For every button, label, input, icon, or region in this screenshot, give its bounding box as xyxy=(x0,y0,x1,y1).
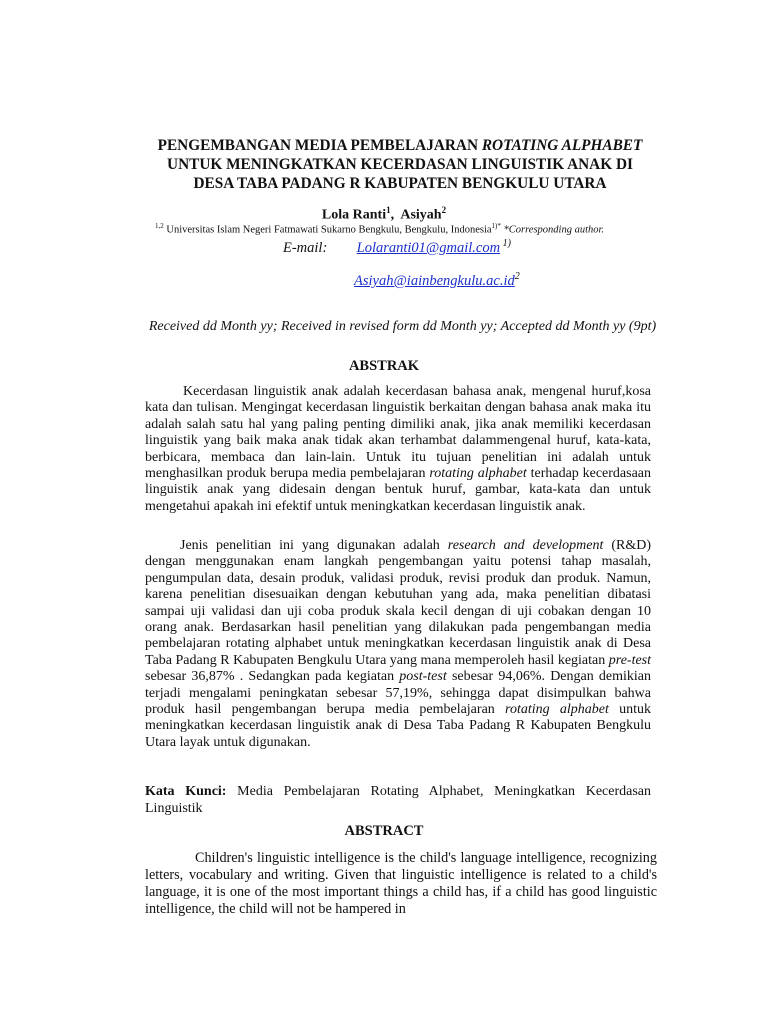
abstrak-p1-italic: rotating alphabet xyxy=(429,466,527,482)
abstract-paragraph-1: Children's linguistic intelligence is the child's language intelligence, recognizing letters, vocabulary and writing. Given that linguistic intelligence is related to a child's language, it is one of the most important things a child has, if a child has good linguistic intelligence, the child will not be hampered in xyxy=(145,850,657,917)
abstrak-p2-italic-3: post-test xyxy=(399,669,447,685)
abstrak-p2-a: Jenis penelitian ini yang digunakan adalah xyxy=(180,538,440,553)
keywords-label: Kata Kunci: xyxy=(145,784,227,799)
abstrak-p1-text: Kecerdasan linguistik anak adalah kecerdasan bahasa anak, mengenal huruf,kosa kata dan tulisan. Mengingat kecerdasan linguistik berkaitan dengan bahasa anak maka itu adalah salah satu hal yang paling penting dimiliki anak, jika anak memiliki kecerdasan linguistik yang baik maka anak tidak akan terhambat dalammengenal huruf, kata-kata, berbicara, membaca dan lain-lain. Untuk itu tujuan penelitian ini adalah untuk menghasilkan produk berupa media pembelajaran xyxy=(145,384,651,482)
affiliation xyxy=(155,222,604,236)
abstrak-p2-italic-4: rotating alphabet xyxy=(505,702,609,718)
email-1-sup: 1) xyxy=(500,238,511,249)
received-dates: Received dd Month yy; Received in revised form dd Month yy; Accepted dd Month yy (9pt) xyxy=(148,319,657,334)
email-label: E-mail: xyxy=(283,239,328,256)
affiliation-text: Universitas Islam Negeri Fatmawati Sukarno Bengkulu, Bengkulu, Indonesia xyxy=(166,224,492,236)
abstrak-paragraph-2 xyxy=(145,538,651,751)
keywords xyxy=(145,783,651,817)
abstrak-p2-italic-1: research and development xyxy=(447,538,604,553)
keywords-text: Media Pembelajaran Rotating Alphabet, Meningkatkan Kecerdasan Linguistik xyxy=(145,784,651,816)
author-separator: , xyxy=(390,207,401,223)
abstrak-heading: ABSTRAK xyxy=(348,358,420,374)
email-row-1 xyxy=(283,238,511,257)
paper-title xyxy=(100,136,700,193)
title-line-1-text: PENGEMBANGAN MEDIA PEMBELAJARAN xyxy=(157,137,482,154)
abstrak-paragraph-1 xyxy=(145,384,651,515)
abstrak-p2-italic-2: pre-test xyxy=(608,652,652,668)
affiliation-sup: 1,2 xyxy=(155,222,164,230)
corresponding-author-note: *Corresponding author. xyxy=(503,224,605,236)
author-2: Asiyah xyxy=(400,207,442,223)
abstrak-p2-b: (R&D) dengan menggunakan enam langkah pengembangan yaitu potensi tahap masalah, pengumpulan data, desain produk, validasi produk, revisi produk dan produk. Namun, karena penelitian disesuaikan dengan kebutuhan yang ada, maka penelitian dibatasi sampai uji validasi dan uji coba produk skala kecil dengan di uji cobakan dengan 10 orang anak. Berdasarkan hasil penelitian yang dilakukan pada pengembangan media pembelajaran rotating alphabet untuk meningkatkan kecerdasan linguistik anak di Desa Taba Padang R Kabupaten Bengkulu Utara yang mana memperoleh hasil kegiatan xyxy=(145,538,651,668)
email-link-1[interactable]: Lolaranti01@gmail.com xyxy=(356,239,501,256)
abstract-heading: ABSTRACT xyxy=(344,823,424,839)
email-link-2[interactable]: Asiyah@iainbengkulu.ac.id xyxy=(354,272,515,289)
email-2-sup: 2 xyxy=(514,271,520,282)
abstrak-p2-e: untuk meningkatkan kecerdasan linguistik anak di Desa Taba Padang R Kabupaten Bengkulu Utara layak untuk digunakan. xyxy=(145,702,652,750)
author-1-sup: 1 xyxy=(386,205,391,215)
abstrak-p1-rest: terhadap kecerdasaan linguistik anak yang didesain dengan bentuk huruf, gambar, kata-kata dan untuk mengetahui apakah ini efektif untuk meningkatkan kecerdasan linguistik anak. xyxy=(145,466,652,514)
affiliation-sup2: 1)* xyxy=(491,222,501,230)
email-row-2 xyxy=(354,271,520,290)
title-line-1 xyxy=(100,136,700,155)
author-list xyxy=(0,205,768,224)
abstrak-p2-c: sebesar 36,87% . Sedangkan pada kegiatan xyxy=(145,669,395,685)
author-2-sup: 2 xyxy=(441,205,447,215)
title-line-1-italic: ROTATING ALPHABET xyxy=(481,137,643,154)
author-1: Lola Ranti xyxy=(321,207,387,223)
abstrak-p2-d: sebesar 94,06%. Dengan demikian terjadi mengalami peningkatan sebesar 57,19%, sehingga dapat disimpulkan bahwa produk hasil pengembangan berupa media pembelajaran xyxy=(145,669,652,718)
title-line-3: DESA TABA PADANG R KABUPATEN BENGKULU UTARA xyxy=(193,175,607,192)
title-line-2: UNTUK MENINGKATKAN KECERDASAN LINGUISTIK ANAK DI xyxy=(167,156,633,173)
